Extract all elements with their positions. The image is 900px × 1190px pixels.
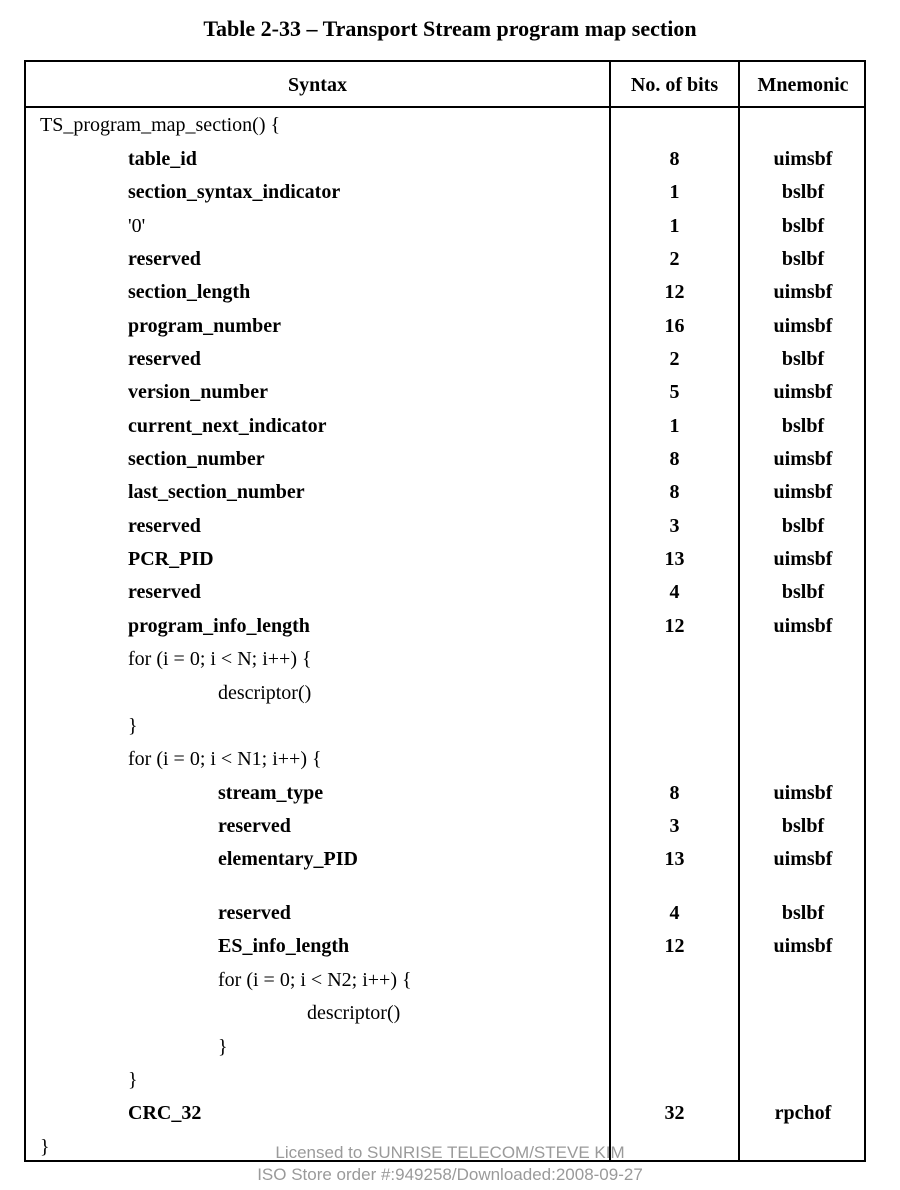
table-row: [26, 965, 864, 995]
mnemonic-cell: uimsbf: [773, 448, 833, 470]
mnemonic-cell: bslbf: [781, 515, 825, 537]
syntax-cell: reserved: [218, 902, 291, 924]
mnemonic-cell: uimsbf: [773, 848, 833, 870]
mnemonic-cell: uimsbf: [773, 381, 833, 403]
mnemonic-cell: bslbf: [781, 348, 825, 370]
table-row: [26, 277, 864, 307]
mnemonic-cell: uimsbf: [773, 615, 833, 637]
license-watermark: Licensed to SUNRISE TELECOM/STEVE KIM: [275, 1143, 625, 1162]
bits-cell: 12: [664, 935, 685, 957]
bits-cell: 8: [669, 481, 680, 503]
bits-cell: 8: [669, 148, 680, 170]
table-row: [26, 844, 864, 874]
table-row: [26, 931, 864, 961]
table-row: [26, 344, 864, 374]
table-row: [26, 444, 864, 474]
table-row: [26, 411, 864, 441]
syntax-cell: descriptor(): [307, 1002, 401, 1024]
syntax-cell: for (i = 0; i < N1; i++) {: [128, 748, 322, 770]
header-mnemonic: Mnemonic: [757, 74, 849, 96]
table-row: [26, 898, 864, 928]
table-row: [26, 644, 864, 674]
bits-cell: 32: [664, 1102, 685, 1124]
bits-cell: 8: [669, 448, 680, 470]
bits-cell: 13: [664, 848, 685, 870]
mnemonic-cell: rpchof: [774, 1102, 832, 1124]
syntax-cell: table_id: [128, 148, 197, 170]
syntax-cell: TS_program_map_section() {: [40, 114, 281, 136]
mnemonic-cell: bslbf: [781, 581, 825, 603]
table-row: [26, 1032, 864, 1062]
syntax-cell: '0': [128, 215, 146, 237]
bits-cell: 12: [664, 281, 685, 303]
syntax-cell: section_number: [128, 448, 265, 470]
table-row: [26, 1098, 864, 1128]
table-row: [26, 311, 864, 341]
mnemonic-cell: uimsbf: [773, 935, 833, 957]
syntax-cell: reserved: [128, 248, 201, 270]
syntax-cell: section_length: [128, 281, 251, 303]
syntax-cell: for (i = 0; i < N; i++) {: [128, 648, 312, 670]
table-row: [26, 611, 864, 641]
table-caption: Table 2-33 – Transport Stream program map section: [203, 16, 697, 41]
bits-cell: 16: [664, 315, 685, 337]
syntax-cell: elementary_PID: [218, 848, 358, 870]
table-row: [26, 577, 864, 607]
syntax-cell: reserved: [128, 515, 201, 537]
syntax-cell: }: [218, 1036, 228, 1058]
bits-cell: 8: [669, 782, 680, 804]
table-row: [26, 211, 864, 241]
syntax-cell: descriptor(): [218, 682, 312, 704]
mnemonic-cell: uimsbf: [773, 548, 833, 570]
mnemonic-cell: bslbf: [781, 215, 825, 237]
bits-cell: 1: [669, 215, 680, 237]
bits-cell: 3: [669, 815, 680, 837]
syntax-cell: last_section_number: [128, 481, 305, 503]
table-row: [26, 244, 864, 274]
table-row: [26, 778, 864, 808]
syntax-cell: version_number: [128, 381, 268, 403]
syntax-cell: program_info_length: [128, 615, 310, 637]
mnemonic-cell: uimsbf: [773, 148, 833, 170]
program-map-table: [24, 60, 866, 1162]
syntax-cell: reserved: [128, 348, 201, 370]
table-row: [26, 1065, 864, 1095]
mnemonic-cell: uimsbf: [773, 782, 833, 804]
header-syntax: Syntax: [288, 74, 347, 96]
table-row: [26, 477, 864, 507]
bits-cell: 4: [669, 902, 680, 924]
mnemonic-cell: uimsbf: [773, 281, 833, 303]
syntax-cell: section_syntax_indicator: [128, 181, 341, 203]
syntax-cell: PCR_PID: [128, 548, 214, 570]
table-row: [26, 998, 864, 1028]
bits-cell: 2: [669, 248, 680, 270]
table-row: [26, 678, 864, 708]
table-row: [26, 110, 864, 140]
mnemonic-cell: uimsbf: [773, 315, 833, 337]
mnemonic-cell: bslbf: [781, 902, 825, 924]
bits-cell: 1: [669, 415, 680, 437]
syntax-cell: stream_type: [218, 782, 324, 804]
mnemonic-cell: bslbf: [781, 181, 825, 203]
mnemonic-cell: uimsbf: [773, 481, 833, 503]
table-row: [26, 511, 864, 541]
bits-cell: 2: [669, 348, 680, 370]
syntax-cell: reserved: [128, 581, 201, 603]
syntax-cell: current_next_indicator: [128, 415, 327, 437]
table-row: [26, 377, 864, 407]
syntax-cell: for (i = 0; i < N2; i++) {: [218, 969, 412, 991]
mnemonic-cell: bslbf: [781, 248, 825, 270]
syntax-cell: CRC_32: [128, 1102, 202, 1124]
bits-cell: 12: [664, 615, 685, 637]
mnemonic-cell: bslbf: [781, 815, 825, 837]
syntax-cell: reserved: [218, 815, 291, 837]
table-row: [26, 711, 864, 741]
syntax-cell: }: [128, 1069, 138, 1091]
syntax-cell: }: [128, 715, 138, 737]
header-no-of-bits: No. of bits: [630, 74, 719, 96]
bits-cell: 13: [664, 548, 685, 570]
bits-cell: 1: [669, 181, 680, 203]
table-row: [26, 811, 864, 841]
bits-cell: 4: [669, 581, 680, 603]
bits-cell: 3: [669, 515, 680, 537]
table-row: [26, 744, 864, 774]
order-watermark: ISO Store order #:949258/Downloaded:2008-09-27: [257, 1165, 643, 1184]
syntax-cell: program_number: [128, 315, 281, 337]
mnemonic-cell: bslbf: [781, 415, 825, 437]
bits-cell: 5: [669, 381, 680, 403]
table-row: [26, 544, 864, 574]
syntax-cell: ES_info_length: [218, 935, 350, 957]
syntax-cell: }: [40, 1136, 50, 1158]
table-row: [26, 177, 864, 207]
table-row: [26, 144, 864, 174]
